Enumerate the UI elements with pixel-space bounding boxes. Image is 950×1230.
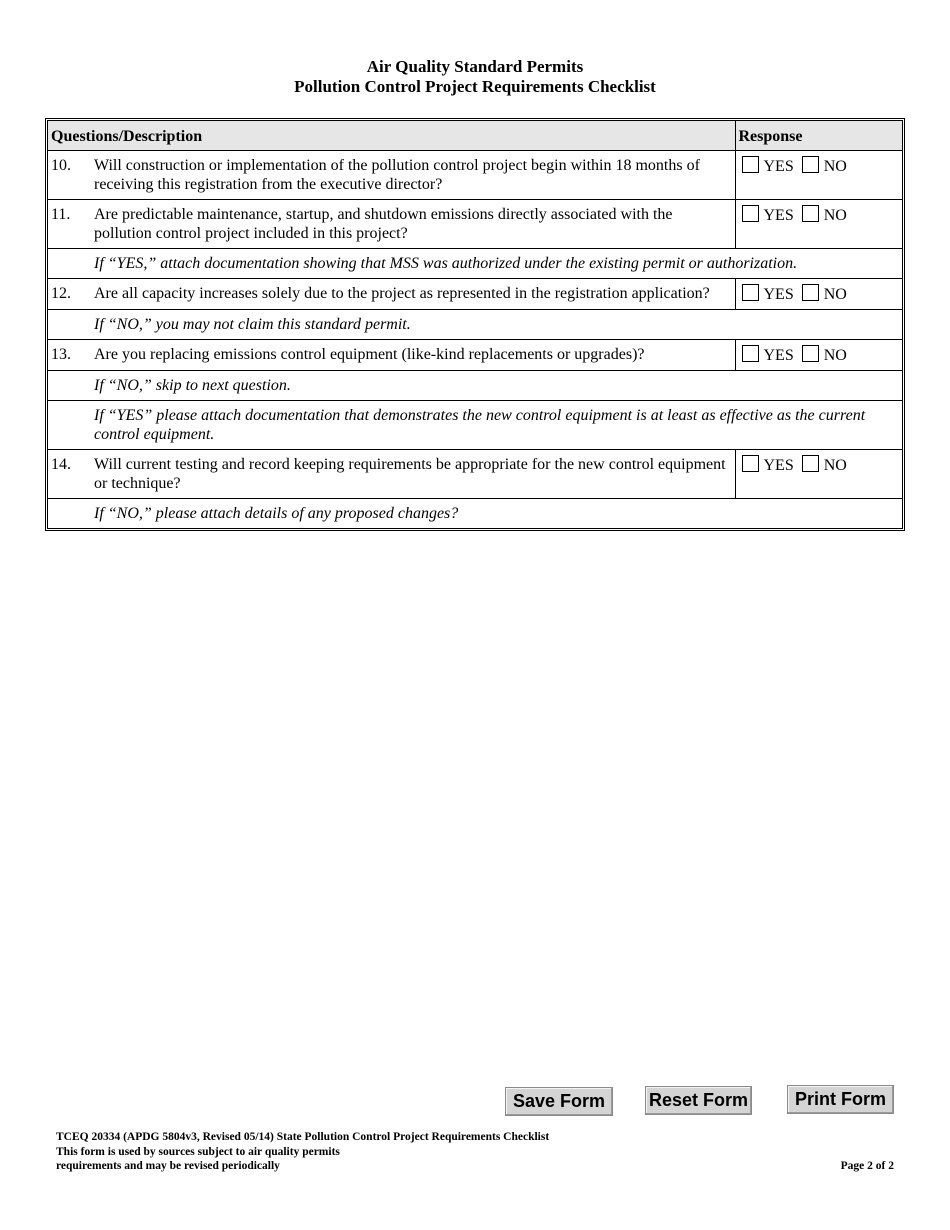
form-title-line1: Air Quality Standard Permits xyxy=(366,57,584,76)
reset-form-button[interactable]: Reset Form xyxy=(645,1086,752,1115)
question-cell xyxy=(48,450,735,499)
question-cell xyxy=(48,279,735,310)
note-row xyxy=(48,310,902,340)
note-text: If “YES,” attach documentation showing that MSS was authorized under the existing permit or authorization. xyxy=(48,249,902,279)
note-row xyxy=(48,401,902,450)
save-form-button[interactable]: Save Form xyxy=(505,1087,613,1116)
question-number: 14. xyxy=(51,456,71,473)
question-text: Are all capacity increases solely due to the project as represented in the registration application? xyxy=(94,285,710,302)
response-cell xyxy=(735,200,902,249)
yes-checkbox-12[interactable] xyxy=(742,284,759,301)
note-text: If “NO,” please attach details of any proposed changes? xyxy=(48,499,902,529)
questions-column-header: Questions/Description xyxy=(48,121,735,151)
yes-label: YES xyxy=(763,158,794,175)
yes-checkbox-10[interactable] xyxy=(742,156,759,173)
no-checkbox-11[interactable] xyxy=(802,205,819,222)
question-number: 13. xyxy=(51,346,71,363)
note-text: If “NO,” you may not claim this standard permit. xyxy=(48,310,902,340)
no-label: NO xyxy=(823,286,847,303)
yes-checkbox-14[interactable] xyxy=(742,455,759,472)
print-form-button[interactable]: Print Form xyxy=(787,1085,894,1114)
note-text: If “YES” please attach documentation that demonstrates the new control equipment is at least as effective as the current control equipment. xyxy=(48,401,902,450)
question-cell xyxy=(48,151,735,200)
yes-label: YES xyxy=(763,207,794,224)
form-title-line2: Pollution Control Project Requirements Checklist xyxy=(294,77,656,96)
footer-form-id: TCEQ 20334 (APDG 5804v3, Revised 05/14) State Pollution Control Project Requirements Checklist xyxy=(56,1131,550,1143)
note-row xyxy=(48,371,902,401)
yes-checkbox-11[interactable] xyxy=(742,205,759,222)
question-cell xyxy=(48,340,735,371)
question-number: 12. xyxy=(51,285,71,302)
yes-label: YES xyxy=(763,457,794,474)
checklist-table xyxy=(45,118,905,531)
form-footer xyxy=(56,1130,549,1174)
question-number: 10. xyxy=(51,157,71,174)
yes-label: YES xyxy=(763,286,794,303)
page-number: Page 2 of 2 xyxy=(840,1160,894,1172)
form-title xyxy=(0,57,950,97)
no-label: NO xyxy=(823,347,847,364)
table-header-row xyxy=(48,121,902,151)
no-checkbox-10[interactable] xyxy=(802,156,819,173)
no-checkbox-12[interactable] xyxy=(802,284,819,301)
question-text: Will construction or implementation of the pollution control project begin within 18 months of receiving this registration from the executive director? xyxy=(94,157,700,193)
question-row-14 xyxy=(48,450,902,499)
footer-usage-line1: This form is used by sources subject to air quality permits xyxy=(56,1145,340,1158)
no-label: NO xyxy=(823,158,847,175)
no-checkbox-14[interactable] xyxy=(802,455,819,472)
note-text: If “NO,” skip to next question. xyxy=(48,371,902,401)
footer-usage-line2: requirements and may be revised periodically xyxy=(56,1160,280,1172)
question-text: Are predictable maintenance, startup, and shutdown emissions directly associated with the pollution control project included in this project? xyxy=(94,206,673,242)
note-row xyxy=(48,499,902,529)
question-row-13 xyxy=(48,340,902,371)
question-text: Will current testing and record keeping requirements be appropriate for the new control equipment or technique? xyxy=(94,456,726,492)
no-label: NO xyxy=(823,207,847,224)
question-cell xyxy=(48,200,735,249)
no-label: NO xyxy=(823,457,847,474)
question-text: Are you replacing emissions control equipment (like-kind replacements or upgrades)? xyxy=(94,346,645,363)
question-number: 11. xyxy=(51,206,71,223)
yes-checkbox-13[interactable] xyxy=(742,345,759,362)
note-row xyxy=(48,249,902,279)
question-row-11 xyxy=(48,200,902,249)
response-cell xyxy=(735,450,902,499)
yes-label: YES xyxy=(763,347,794,364)
question-row-10 xyxy=(48,151,902,200)
no-checkbox-13[interactable] xyxy=(802,345,819,362)
response-column-header: Response xyxy=(735,121,902,151)
question-row-12 xyxy=(48,279,902,310)
response-cell xyxy=(735,151,902,200)
response-cell xyxy=(735,340,902,371)
response-cell xyxy=(735,279,902,310)
